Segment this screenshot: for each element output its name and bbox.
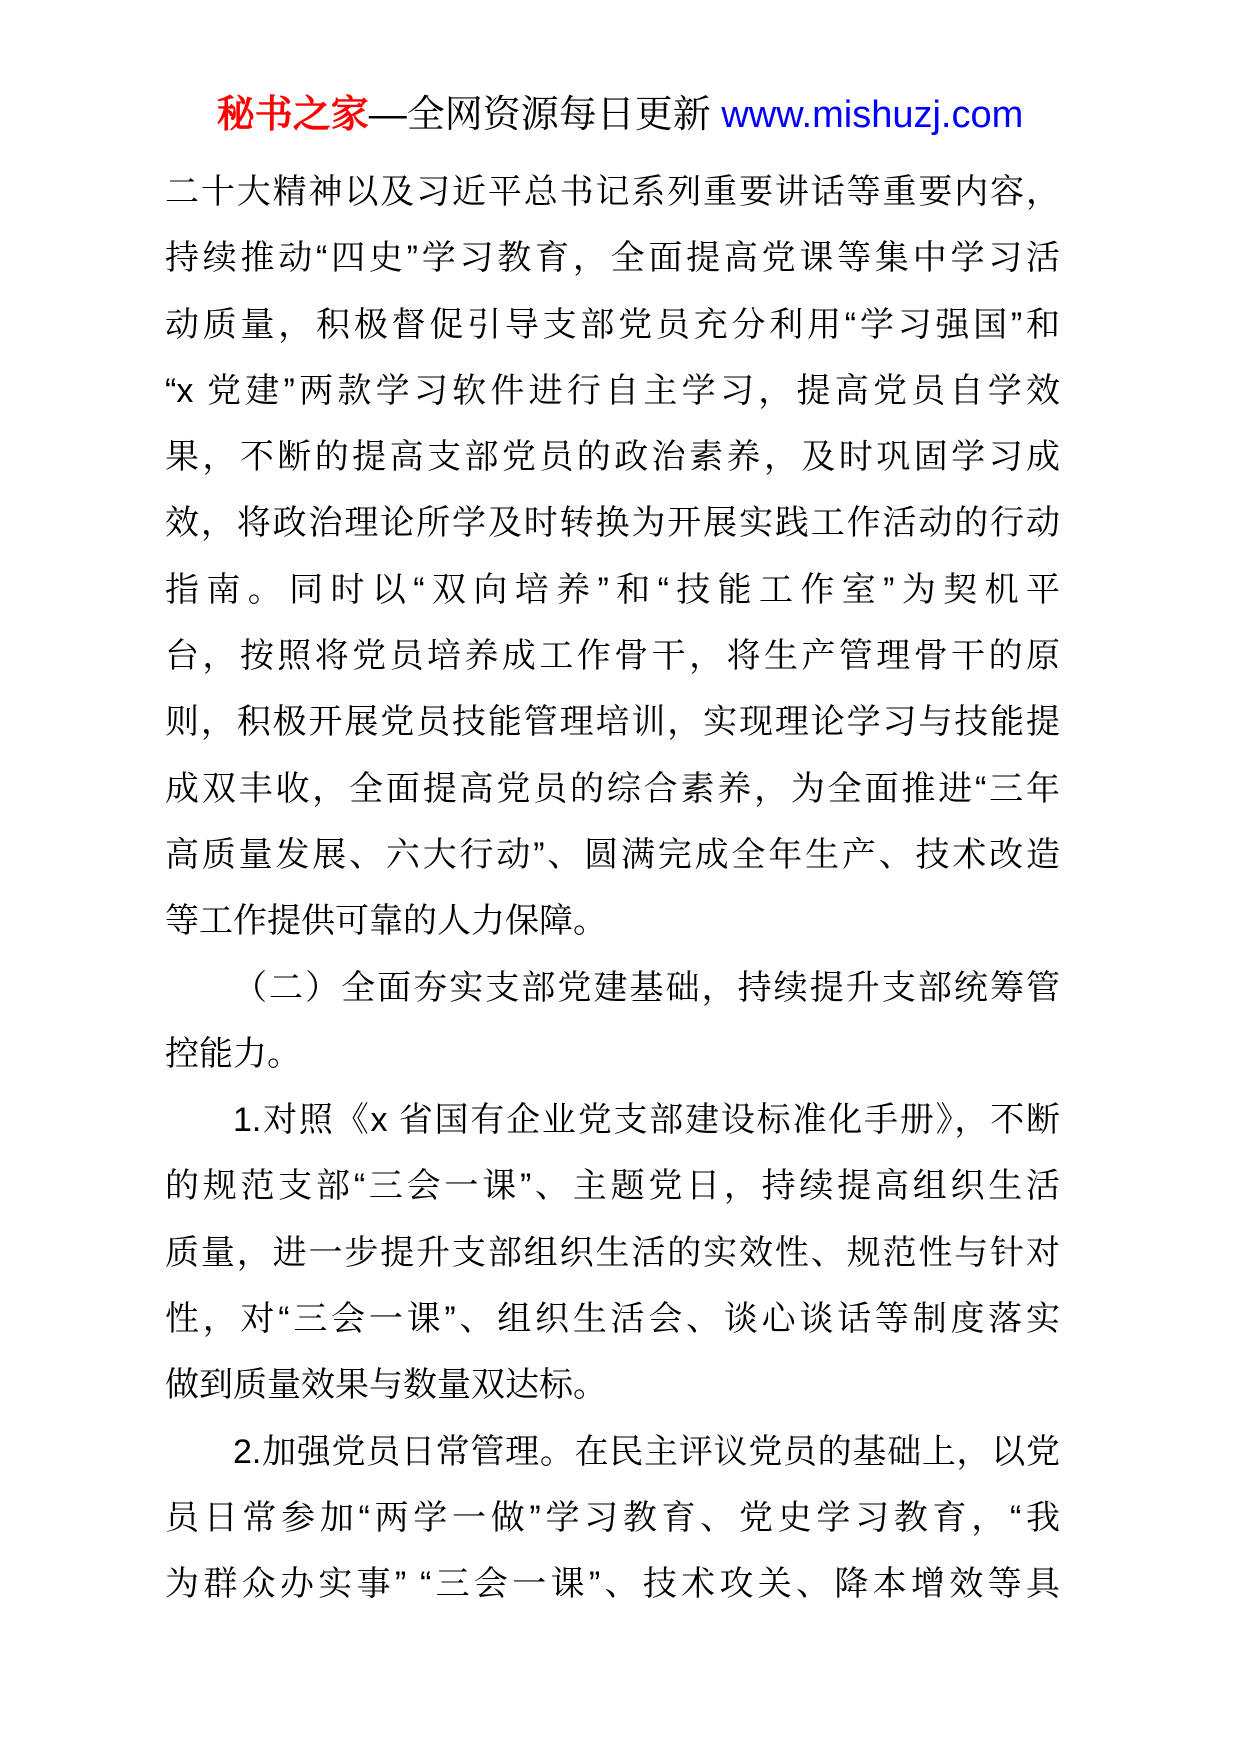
paragraph xyxy=(165,955,1060,1088)
text-line: 做到质量效果与数量双达标。 xyxy=(165,1366,607,1405)
site-name: 秘书之家 xyxy=(216,94,369,136)
text-line: 性，对“三会一课”、组织生活会、谈心谈话等制度落实 xyxy=(165,1300,1060,1339)
header-separator: — xyxy=(368,94,407,136)
text-line: 果，不断的提高支部党员的政治素养，及时巩固学习成 xyxy=(165,438,1060,477)
document-body xyxy=(165,159,1060,1618)
text-line: 高质量发展、六大行动”、圆满完成全年生产、技术改造 xyxy=(165,835,1060,874)
site-url-link[interactable]: www.mishuzj.com xyxy=(721,94,1024,136)
text-line: 1.对照《x 省国有企业党支部建设标准化手册》，不断 xyxy=(233,1101,1060,1140)
text-line: 为群众办实事” “三会一课”、技术攻关、降本增效等具 xyxy=(165,1565,1060,1604)
paragraph xyxy=(165,1087,1060,1418)
header-space xyxy=(711,94,722,136)
text-line: 指南。同时以“双向培养”和“技能工作室”为契机平 xyxy=(165,570,1060,609)
text-line: 持续推动“四史”学习教育，全面提高党课等集中学习活 xyxy=(165,239,1060,278)
site-header xyxy=(0,92,1240,138)
text-line: 2.加强党员日常管理。在民主评议党员的基础上，以党 xyxy=(233,1432,1060,1471)
text-line: 台，按照将党员培养成工作骨干，将生产管理骨干的原 xyxy=(165,637,1060,676)
text-line: 效，将政治理论所学及时转换为开展实践工作活动的行动 xyxy=(165,504,1060,543)
text-line: 控能力。 xyxy=(165,1034,301,1073)
text-line: 则，积极开展党员技能管理培训，实现理论学习与技能提 xyxy=(165,703,1060,742)
text-line: 动质量，积极督促引导支部党员充分利用“学习强国”和 xyxy=(165,305,1060,344)
text-line: 成双丰收，全面提高党员的综合素养，为全面推进“三年 xyxy=(165,769,1060,808)
text-line: 质量，进一步提升支部组织生活的实效性、规范性与针对 xyxy=(165,1233,1060,1272)
paragraph xyxy=(165,1419,1060,1618)
text-line: 等工作提供可靠的人力保障。 xyxy=(165,902,607,941)
text-line: 员日常参加“两学一做”学习教育、党史学习教育，“我 xyxy=(165,1498,1060,1537)
text-line: “x 党建”两款学习软件进行自主学习，提高党员自学效 xyxy=(165,371,1060,410)
text-line: 二十大精神以及习近平总书记系列重要讲话等重要内容， xyxy=(165,173,1060,211)
text-line: （二）全面夯实支部党建基础，持续提升支部统筹管 xyxy=(233,968,1060,1007)
paragraph xyxy=(165,159,1060,955)
site-tagline: 全网资源每日更新 xyxy=(406,94,711,136)
text-line: 的规范支部“三会一课”、主题党日，持续提高组织生活 xyxy=(165,1167,1060,1206)
